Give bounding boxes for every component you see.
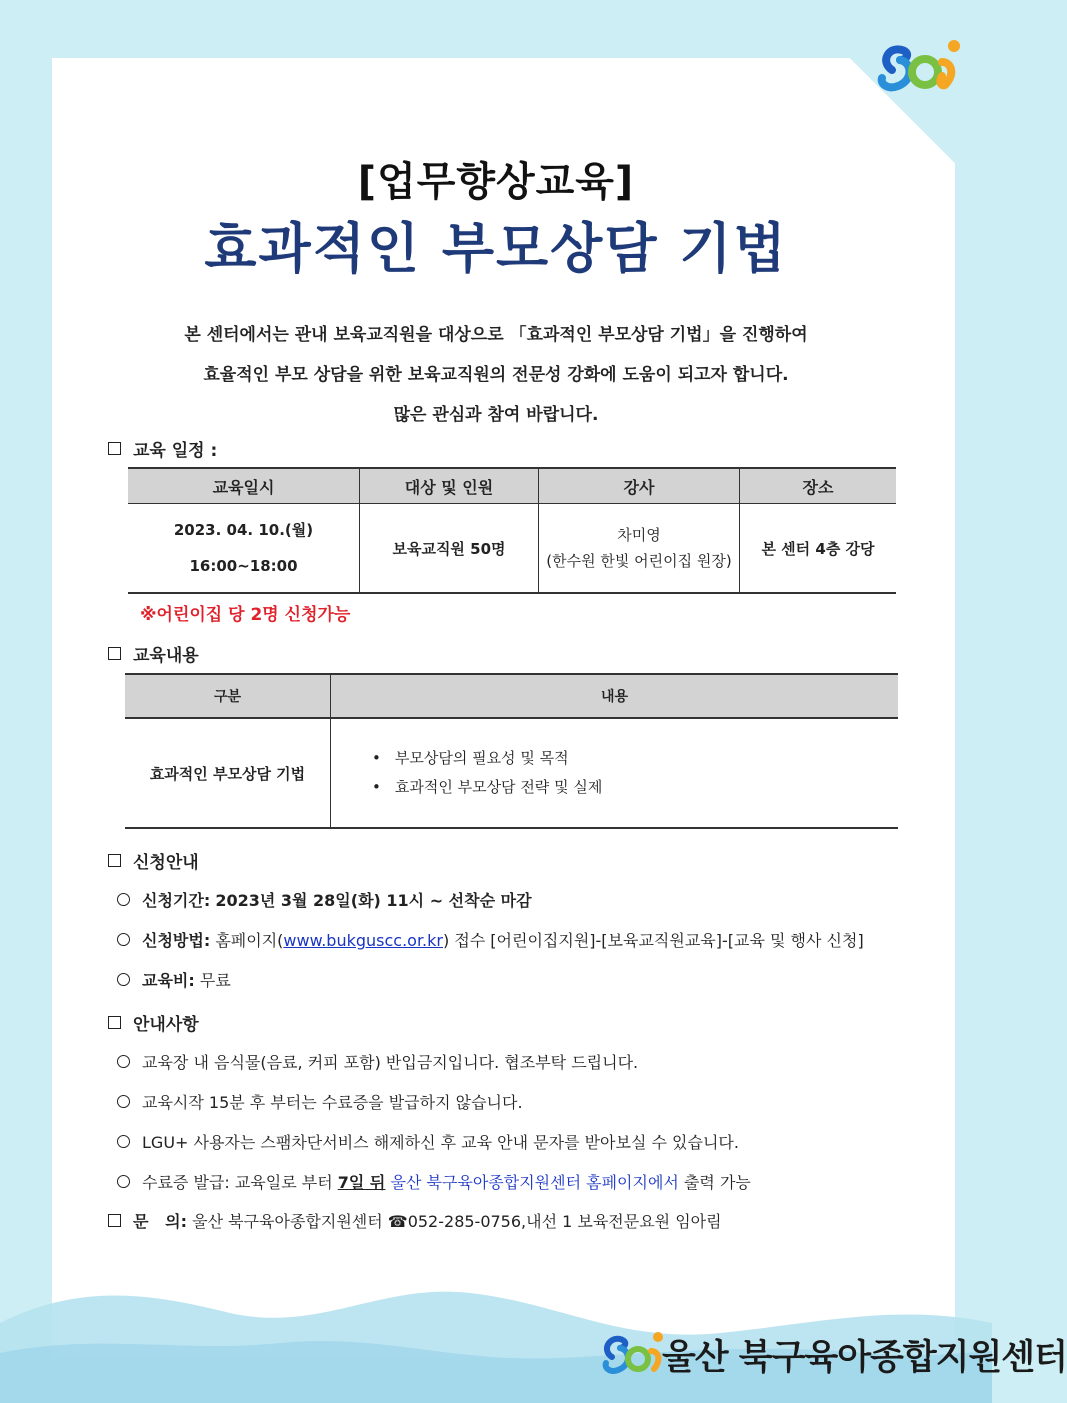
list-item: • 부모상담의 필요성 및 목적 — [372, 744, 897, 773]
intro-line: 효율적인 부모 상담을 위한 보육교직원의 전문성 강화에 도움이 되고자 합니다. — [203, 365, 789, 385]
checkbox-square-icon — [108, 1016, 121, 1029]
application-period: 신청기간: 2023년 3월 28일(화) 11시 ~ 선착순 마감 — [117, 888, 532, 911]
application-limit-note: ※어린이집 당 2명 신청가능 — [140, 605, 351, 625]
notice-item: LGU+ 사용자는 스팸차단서비스 해제하신 후 교육 안내 문자를 받아보실 수 있습니다. — [117, 1130, 739, 1153]
notice-item-certificate: 수료증 발급: 교육일로 부터 7일 뒤 울산 북구육아종합지원센터 홈페이지에서 출력 가능 — [117, 1170, 751, 1193]
contact-info: 문 의: 울산 북구육아종합지원센터 ☎052-285-0756,내선 1 보육전문요원 임아림 — [108, 1209, 722, 1232]
circle-bullet-icon — [117, 973, 130, 986]
content-table — [125, 673, 898, 829]
content-category: 효과적인 부모상담 기법 — [125, 718, 331, 828]
intro-line: 많은 관심과 참여 바랍니다. — [393, 405, 599, 425]
application-heading: 신청안내 — [108, 848, 199, 873]
table-row — [128, 504, 896, 594]
schedule-target: 보육교직원 50명 — [360, 504, 539, 594]
schedule-time: 16:00~18:00 — [189, 557, 298, 575]
schedule-lecturer — [539, 504, 740, 594]
column-header: 구분 — [125, 674, 331, 718]
title-small: [업무향상교육] — [357, 159, 635, 205]
column-header: 교육일시 — [128, 468, 360, 504]
title-large: 효과적인 부모상담 기법 — [204, 217, 788, 280]
checkbox-square-icon — [108, 854, 121, 867]
notice-item: 교육장 내 음식물(음료, 커피 포함) 반입금지입니다. 협조부탁 드립니다. — [117, 1050, 638, 1073]
checkbox-square-icon — [108, 442, 121, 455]
homepage-link[interactable]: www.bukguscc.or.kr — [283, 931, 443, 950]
column-header: 장소 — [740, 468, 897, 504]
lecturer-name: 차미영 — [617, 526, 661, 544]
circle-bullet-icon — [117, 893, 130, 906]
lecturer-affiliation: (한수원 한빛 어린이집 원장) — [546, 552, 732, 570]
intro-line: 본 센터에서는 관내 보육교직원을 대상으로 「효과적인 부모상담 기법」을 진행하여 — [184, 325, 808, 345]
application-method: 신청방법: 홈페이지(www.bukguscc.or.kr) 접수 [어린이집지원]-[보육교직원교육]-[교육 및 행사 신청] — [117, 928, 864, 951]
table-row — [125, 718, 898, 828]
content-heading: 교육내용 — [108, 641, 199, 666]
circle-bullet-icon — [117, 933, 130, 946]
schedule-datetime — [128, 504, 360, 594]
notice-item: 교육시작 15분 후 부터는 수료증을 발급하지 않습니다. — [117, 1090, 523, 1113]
circle-bullet-icon — [117, 1055, 130, 1068]
footer-org-name: 울산 북구육아종합지원센터 — [662, 1338, 1067, 1378]
circle-bullet-icon — [117, 1095, 130, 1108]
schedule-heading: 교육 일정 : — [108, 436, 217, 461]
column-header: 내용 — [331, 674, 899, 718]
notice-heading: 안내사항 — [108, 1010, 199, 1035]
schedule-date: 2023. 04. 10.(월) — [173, 521, 314, 539]
checkbox-square-icon — [108, 647, 121, 660]
intro-text — [0, 322, 992, 442]
center-logo-icon — [870, 32, 970, 102]
schedule-table — [128, 467, 896, 594]
circle-bullet-icon — [117, 1135, 130, 1148]
application-fee: 교육비: 무료 — [117, 968, 231, 991]
circle-bullet-icon — [117, 1175, 130, 1188]
content-items — [331, 718, 899, 828]
schedule-place: 본 센터 4층 강당 — [740, 504, 897, 594]
column-header: 강사 — [539, 468, 740, 504]
list-item: • 효과적인 부모상담 전략 및 실제 — [372, 773, 897, 802]
column-header: 대상 및 인원 — [360, 468, 539, 504]
